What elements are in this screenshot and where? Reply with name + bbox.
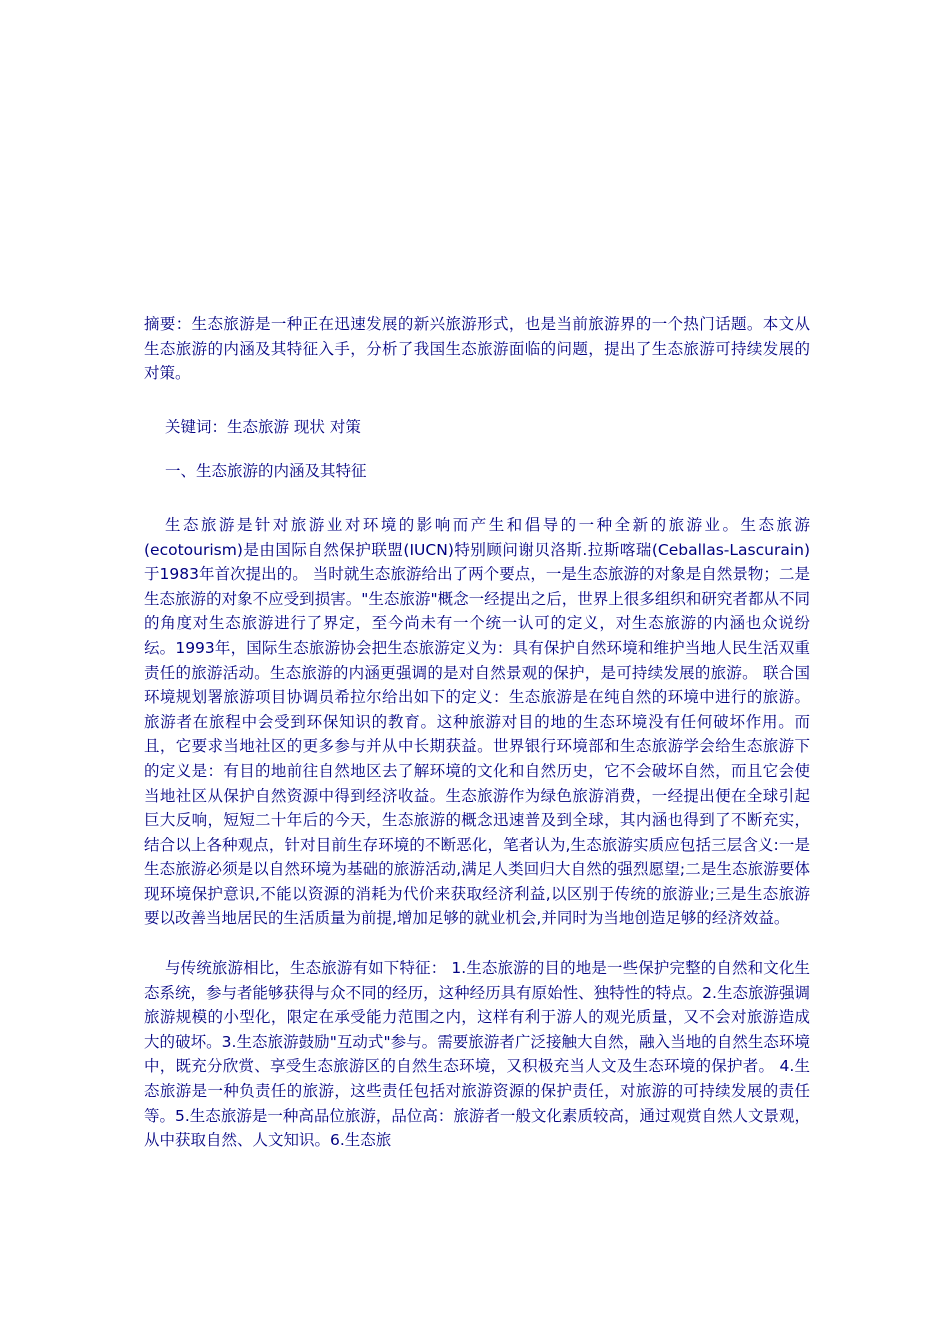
- document-body: [144, 312, 810, 1153]
- body-paragraph-features: 与传统旅游相比，生态旅游有如下特征： 1.生态旅游的目的地是一些保护完整的自然和文化生态系统，参与者能够获得与众不同的经历，这种经历具有原始性、独特性的特点。2.生态旅游强调旅游规模的小型化，限定在承受能力范围之内，这样有利于游人的观光质量，又不会对旅游造成大的破坏。3.生态旅游鼓励"互动式"参与。需要旅游者广泛接触大自然，融入当地的自然生态环境中，既充分欣赏、享受生态旅游区的自然生态环境，又积极充当人文及生态环境的保护者。 4.生态旅游是一种负责任的旅游，这些责任包括对旅游资源的保护责任，对旅游的可持续发展的责任等。5.生态旅游是一种高品位旅游，品位高：旅游者一般文化素质较高，通过观赏自然人文景观，从中获取自然、人文知识。6.生态旅: [144, 959, 810, 1150]
- keywords-line: 关键词：生态旅游 现状 对策: [165, 417, 361, 436]
- abstract-paragraph: 摘要：生态旅游是一种正在迅速发展的新兴旅游形式，也是当前旅游界的一个热门话题。本文从生态旅游的内涵及其特征入手，分析了我国生态旅游面临的问题，提出了生态旅游可持续发展的对策。: [144, 315, 810, 383]
- body-paragraph-definition: 生态旅游是针对旅游业对环境的影响而产生和倡导的一种全新的旅游业。生态旅游(ecotourism)是由国际自然保护联盟(IUCN)特别顾问谢贝洛斯.拉斯喀瑞(Ceballas-Lascurain)于1983年首次提出的。 当时就生态旅游给出了两个要点，一是生态旅游的对象是自然景物；二是生态旅游的对象不应受到损害。"生态旅游"概念一经提出之后，世界上很多组织和研究者都从不同的角度对生态旅游进行了界定，至今尚未有一个统一认可的定义，对生态旅游的内涵也众说纷纭。1993年，国际生态旅游协会把生态旅游定义为：具有保护自然环境和维护当地人民生活双重责任的旅游活动。生态旅游的内涵更强调的是对自然景观的保护，是可持续发展的旅游。 联合国环境规划署旅游项目协调员希拉尔给出如下的定义：生态旅游是在纯自然的环境中进行的旅游。旅游者在旅程中会受到环保知识的教育。这种旅游对目的地的生态环境没有任何破坏作用。而且，它要求当地社区的更多参与并从中长期获益。世界银行环境部和生态旅游学会给生态旅游下的定义是：有目的地前往自然地区去了解环境的文化和自然历史，它不会破坏自然，而且它会使当地社区从保护自然资源中得到经济收益。生态旅游作为绿色旅游消费，一经提出便在全球引起巨大反响，短短二十年后的今天，生态旅游的概念迅速普及到全球，其内涵也得到了不断充实，结合以上各种观点，针对目前生存环境的不断恶化，笔者认为,生态旅游实质应包括三层含义:一是生态旅游必须是以自然环境为基础的旅游活动,满足人类回归大自然的强烈愿望;二是生态旅游要体现环境保护意识,不能以资源的消耗为代价来获取经济利益,以区别于传统的旅游业;三是生态旅游要以改善当地居民的生活质量为前提,增加足够的就业机会,并同时为当地创造足够的经济效益。: [144, 515, 810, 928]
- section-heading: 一、生态旅游的内涵及其特征: [165, 462, 367, 481]
